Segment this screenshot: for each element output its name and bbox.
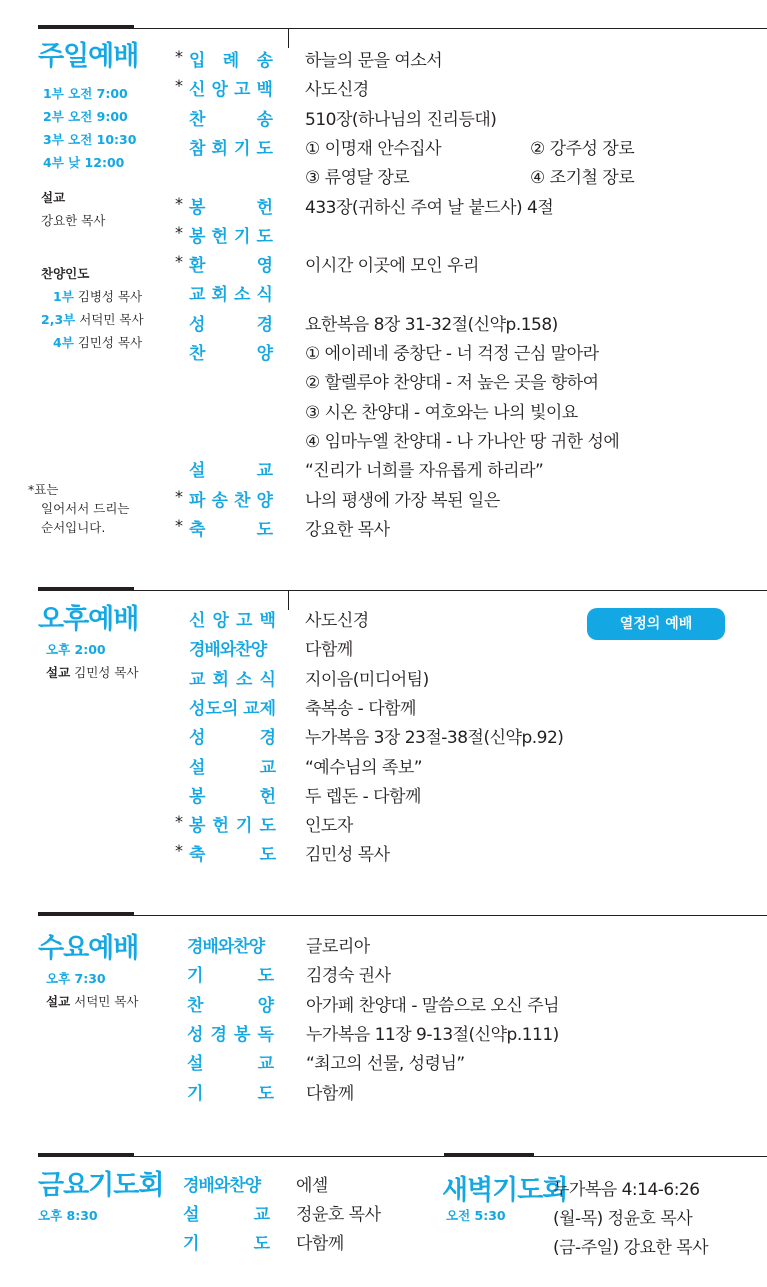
order-label: 봉 헌 bbox=[189, 786, 276, 807]
order-label: 설 교 bbox=[183, 1205, 270, 1225]
praise-name: 서덕민 목사 bbox=[79, 312, 144, 327]
order-label: 환 영 bbox=[189, 256, 273, 277]
dawn-title: 새벽기도회 bbox=[442, 1175, 568, 1206]
order-label: 기 도 bbox=[187, 966, 274, 987]
order-value: 인도자 bbox=[305, 816, 353, 837]
order-value: 두 렙돈 - 다함께 bbox=[305, 786, 421, 807]
order-value: 정윤호 목사 bbox=[296, 1205, 381, 1225]
order-value: ② 할렐루야 찬양대 - 저 높은 곳을 향하여 bbox=[305, 373, 599, 394]
order-label: 설 교 bbox=[189, 757, 276, 778]
praise-heading: 찬양인도 bbox=[41, 266, 90, 281]
dawn-line-1: 누가복음 4:14-6:26 bbox=[553, 1180, 700, 1200]
order-label: 찬 양 bbox=[189, 344, 273, 364]
order-label: 참 회 기 도 bbox=[189, 138, 273, 159]
order-label: 찬 양 bbox=[187, 995, 274, 1016]
praise-name: 김민성 목사 bbox=[77, 335, 143, 350]
asterisk-icon: * bbox=[175, 812, 183, 832]
friday-title: 금요기도회 bbox=[38, 1170, 164, 1201]
order-label: 경배와찬양 bbox=[187, 937, 265, 957]
order-value: 510장(하나님의 진리등대) bbox=[305, 109, 497, 130]
asterisk-icon: * bbox=[175, 76, 183, 96]
wednesday-time: 오후 7:30 bbox=[46, 971, 106, 986]
order-label: 봉 헌 기 도 bbox=[189, 816, 276, 837]
order-label: 설 교 bbox=[189, 461, 273, 482]
order-label: 축 도 bbox=[189, 845, 276, 866]
sermon-name: 서덕민 목사 bbox=[74, 994, 139, 1009]
sermon-name: 김민성 목사 bbox=[74, 665, 139, 680]
order-value-secondary: ② 강주성 장로 bbox=[530, 138, 635, 159]
section-rule bbox=[134, 1156, 444, 1157]
note-line-1: 표는 bbox=[34, 482, 59, 497]
section-rule bbox=[534, 1156, 767, 1157]
sermon-name: 강요한 목사 bbox=[41, 213, 106, 228]
note-line-3: 순서입니다. bbox=[41, 520, 106, 535]
asterisk-icon: * bbox=[175, 252, 183, 272]
sermon-heading: 설교 bbox=[41, 190, 66, 205]
order-label: 입 례 송 bbox=[189, 51, 273, 71]
order-value: 433장(귀하신 주여 날 붙드사) 4절 bbox=[305, 197, 554, 218]
order-value: 하늘의 문을 여소서 bbox=[305, 51, 443, 71]
dawn-info bbox=[446, 1204, 506, 1227]
afternoon-title: 오후예배 bbox=[38, 604, 139, 635]
order-label: 성 경 bbox=[189, 728, 276, 749]
order-label: 교 회 소 식 bbox=[189, 285, 273, 306]
time-1: 1부 오전 7:00 bbox=[43, 86, 128, 101]
order-label: 신 앙 고 백 bbox=[189, 611, 276, 631]
afternoon-time: 오후 2:00 bbox=[46, 642, 106, 657]
order-value: ④ 임마누엘 찬양대 - 나 가나안 땅 귀한 성에 bbox=[305, 431, 620, 452]
asterisk-icon: * bbox=[175, 222, 183, 242]
order-value: 다함께 bbox=[305, 640, 353, 661]
praise-name: 김병성 목사 bbox=[77, 289, 143, 304]
order-value: 다함께 bbox=[296, 1234, 344, 1254]
order-value: 사도신경 bbox=[305, 80, 369, 101]
order-value: 지이음(미디어팀) bbox=[305, 669, 429, 690]
order-value: “예수님의 족보” bbox=[305, 757, 423, 778]
order-value: 김민성 목사 bbox=[305, 845, 390, 866]
dawn-line-3: (금-주일) 강요한 목사 bbox=[553, 1238, 709, 1258]
order-label: 경배와찬양 bbox=[189, 640, 267, 661]
order-value: 요한복음 8장 31-32절(신약p.158) bbox=[305, 314, 558, 335]
order-label: 봉 헌 기 도 bbox=[189, 226, 273, 247]
order-value: 아가페 찬양대 - 말씀으로 오신 주님 bbox=[306, 995, 560, 1016]
time-4: 4부 낮 12:00 bbox=[43, 155, 125, 170]
order-value: 김경숙 권사 bbox=[306, 966, 391, 987]
dawn-line-2: (월-목) 정윤호 목사 bbox=[553, 1209, 693, 1229]
order-value: ③ 류영달 장로 bbox=[305, 168, 410, 189]
order-value: 사도신경 bbox=[305, 611, 369, 631]
order-value: 누가복음 3장 23절-38절(신약p.92) bbox=[305, 728, 564, 749]
order-value: 글로리아 bbox=[306, 937, 370, 957]
order-label: 봉 헌 bbox=[189, 197, 273, 218]
order-label: 찬 송 bbox=[189, 109, 273, 130]
order-label: 파 송 찬 양 bbox=[189, 490, 273, 511]
order-value: 에셀 bbox=[296, 1176, 328, 1196]
order-label: 설 교 bbox=[187, 1054, 274, 1075]
order-value: ③ 시온 찬양대 - 여호와는 나의 빛이요 bbox=[305, 402, 578, 423]
time-2: 2부 오전 9:00 bbox=[43, 109, 128, 124]
asterisk-icon: * bbox=[175, 841, 183, 861]
order-value: 축복송 - 다함께 bbox=[305, 698, 416, 719]
asterisk-icon: * bbox=[28, 482, 35, 497]
section-bar bbox=[444, 1153, 534, 1157]
friday-time: 오후 8:30 bbox=[38, 1208, 98, 1223]
passion-worship-badge: 열정의 예배 bbox=[587, 608, 725, 640]
note-line-2: 일어서서 드리는 bbox=[41, 501, 130, 516]
order-label: 기 도 bbox=[187, 1083, 274, 1104]
time-3: 3부 오전 10:30 bbox=[43, 132, 137, 147]
order-value: 강요한 목사 bbox=[305, 519, 390, 540]
order-label: 성도의 교제 bbox=[189, 698, 276, 719]
asterisk-icon: * bbox=[175, 193, 183, 213]
order-label: 축 도 bbox=[189, 519, 273, 540]
order-value: 다함께 bbox=[306, 1083, 354, 1104]
asterisk-icon: * bbox=[175, 47, 183, 66]
section-bar bbox=[38, 1153, 134, 1157]
order-value: ① 이명재 안수집사 bbox=[305, 138, 442, 159]
order-label: 성 경 bbox=[189, 314, 273, 335]
order-value: 나의 평생에 가장 복된 일은 bbox=[305, 490, 500, 511]
order-value: 이시간 이곳에 모인 우리 bbox=[305, 256, 479, 277]
sermon-heading: 설교 bbox=[46, 665, 71, 680]
asterisk-icon: * bbox=[175, 515, 183, 535]
order-label: 성 경 봉 독 bbox=[187, 1024, 274, 1045]
wednesday-title: 수요예배 bbox=[38, 933, 139, 964]
order-value: ① 에이레네 중창단 - 너 걱정 근심 말아라 bbox=[305, 344, 599, 364]
dawn-time: 오전 5:30 bbox=[446, 1208, 506, 1223]
asterisk-icon: * bbox=[175, 486, 183, 506]
praise-part: 4부 bbox=[53, 335, 74, 350]
order-value: “진리가 너희를 자유롭게 하리라” bbox=[305, 461, 544, 482]
sermon-heading: 설교 bbox=[46, 994, 71, 1009]
order-value: “최고의 선물, 성령님” bbox=[306, 1054, 465, 1075]
sunday-title: 주일예배 bbox=[38, 41, 139, 72]
order-label: 신 앙 고 백 bbox=[189, 80, 273, 101]
order-value-secondary: ④ 조기철 장로 bbox=[530, 168, 635, 189]
order-label: 경배와찬양 bbox=[183, 1176, 261, 1196]
praise-part: 2,3부 bbox=[41, 312, 76, 327]
order-value: 누가복음 11장 9-13절(신약p.111) bbox=[306, 1024, 559, 1045]
order-label: 교 회 소 식 bbox=[189, 669, 276, 690]
order-label: 기 도 bbox=[183, 1234, 270, 1254]
praise-part: 1부 bbox=[53, 289, 74, 304]
